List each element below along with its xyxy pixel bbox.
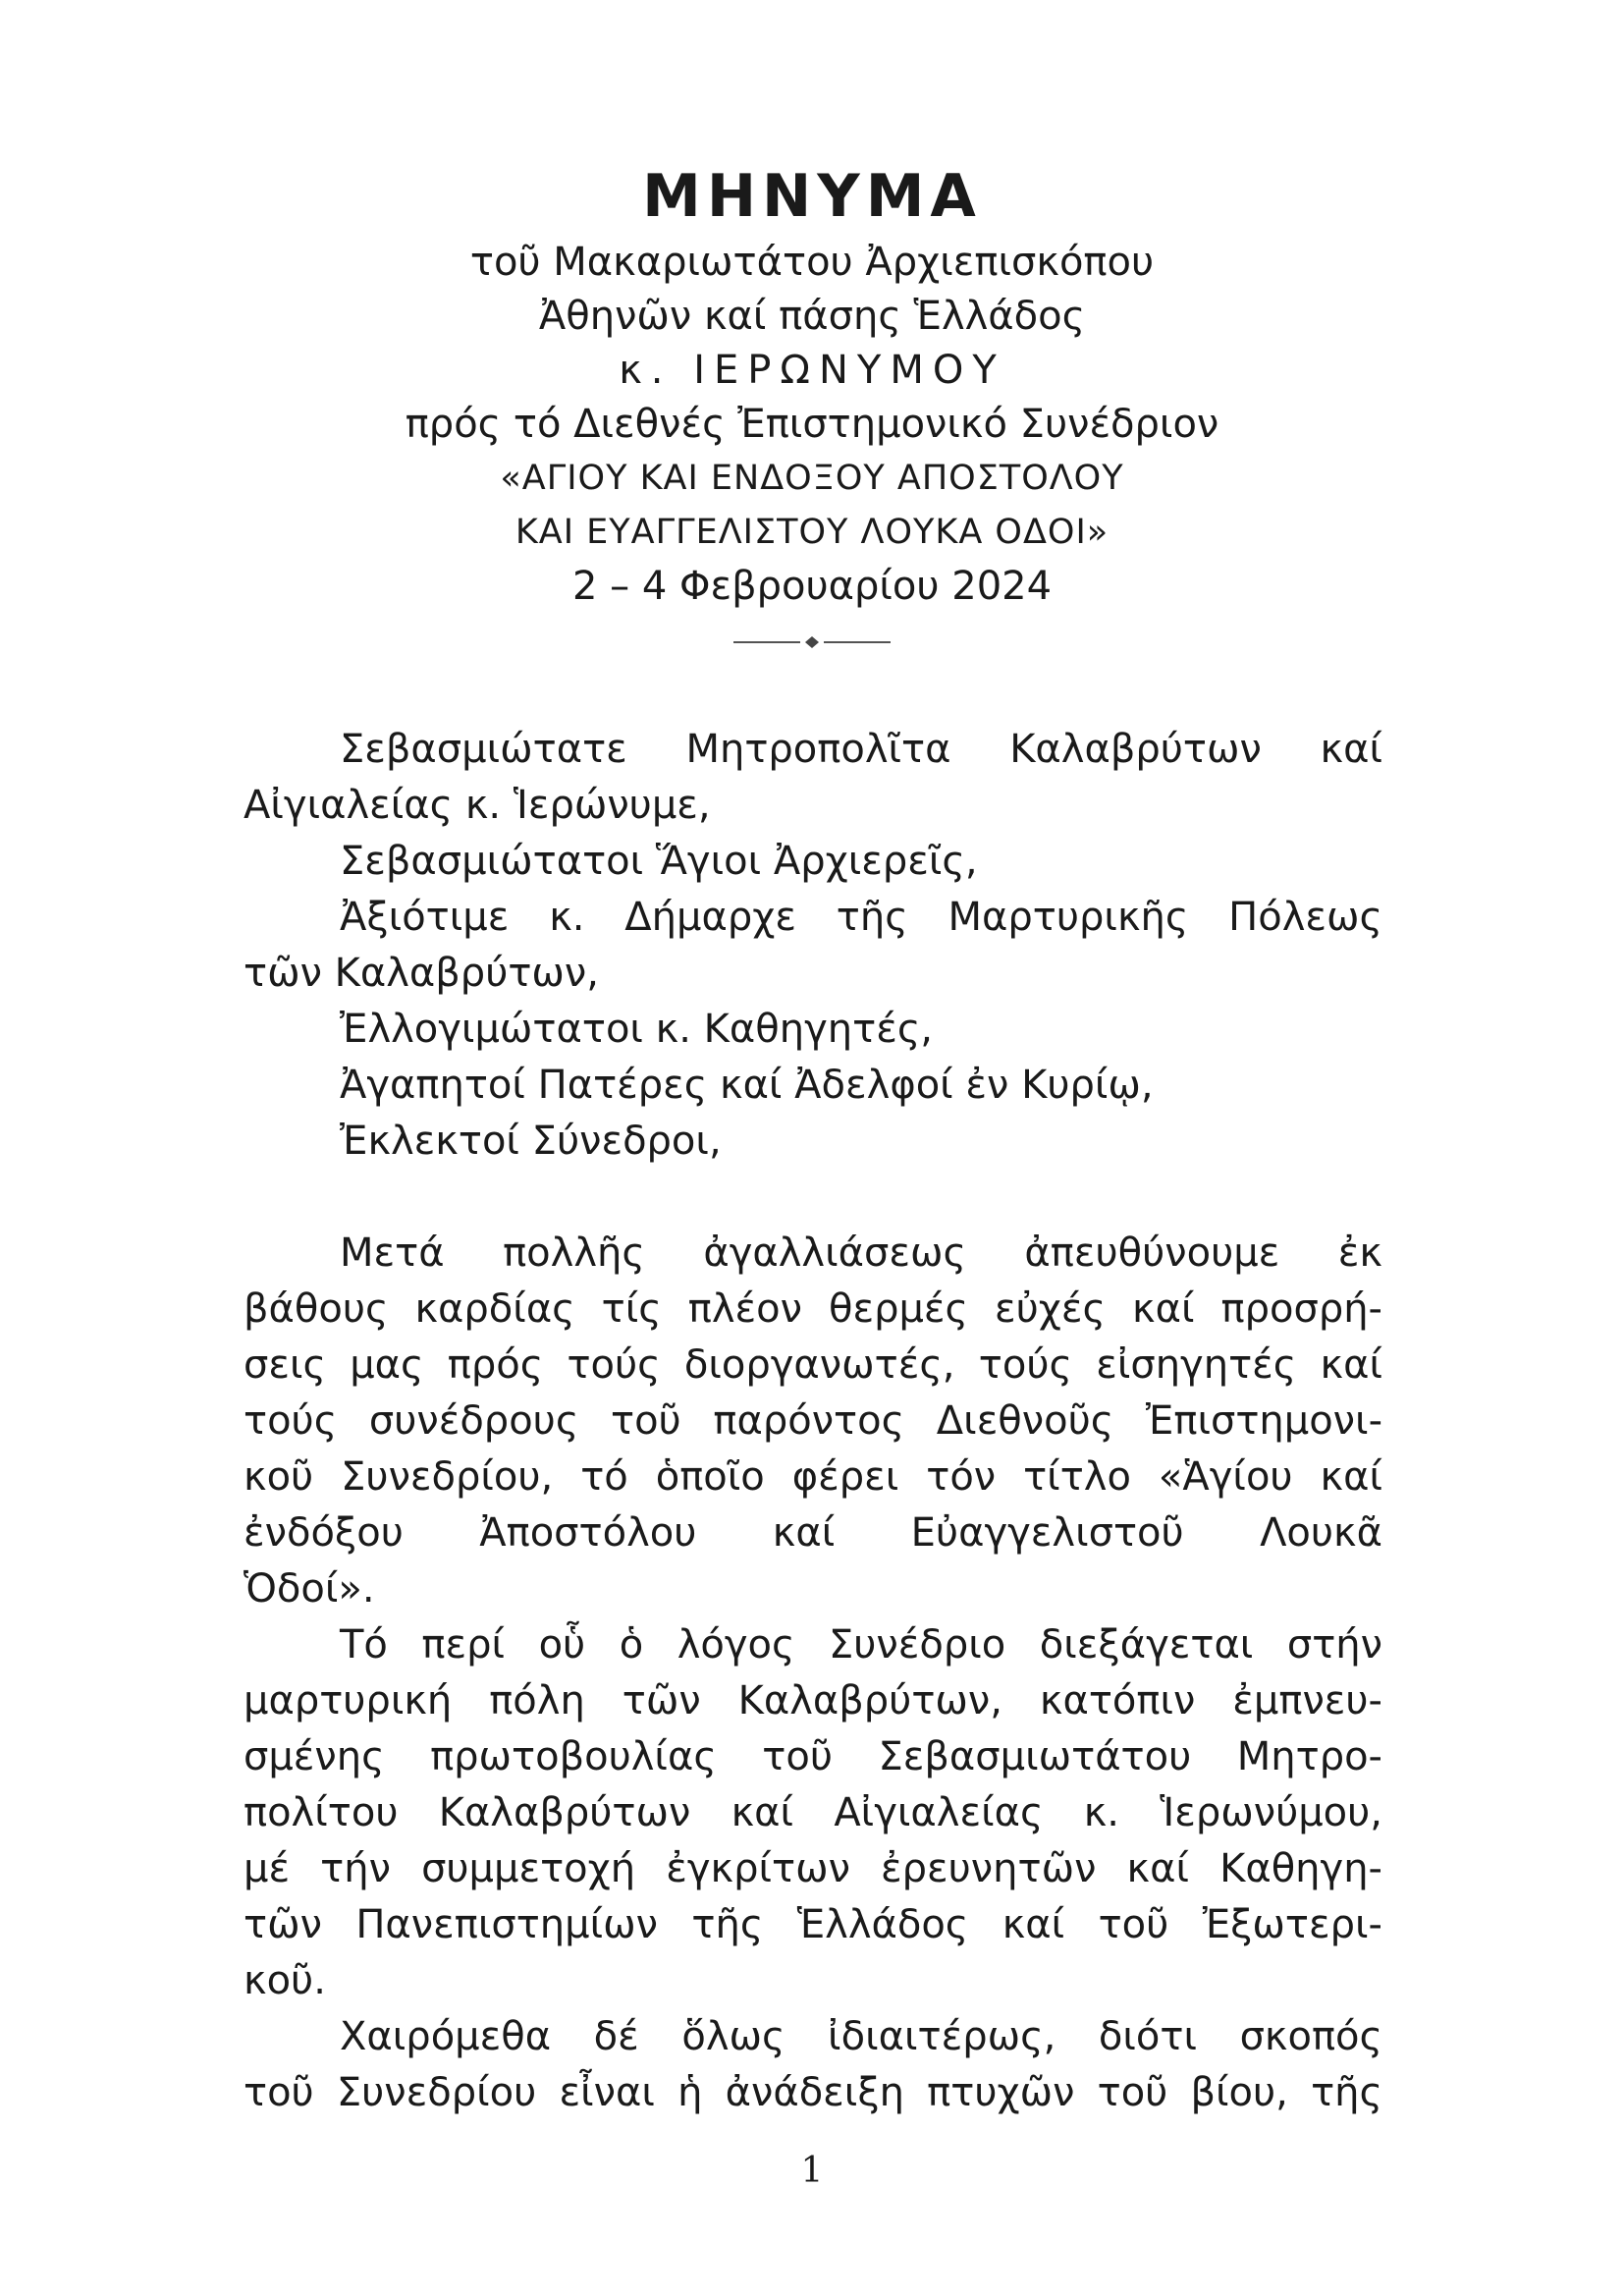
paragraph-2-line: πολίτου Καλαβρύτων καί Αἰγιαλείας κ. Ἱερωνύμου,	[244, 1790, 1382, 1835]
salutation-line: Σεβασμιώτατε Μητροπολῖτα Καλαβρύτων καί	[340, 727, 1382, 772]
page-number: 1	[800, 2151, 824, 2191]
paragraph-2-line: τῶν Πανεπιστημίων τῆς Ἑλλάδος καί τοῦ Ἐξωτερι-	[244, 1902, 1382, 1947]
paragraph-1-line: Μετά πολλῆς ἀγαλλιάσεως ἀπευθύνουμε ἐκ	[340, 1230, 1382, 1276]
salutation-line: Ἐλλογιμώτατοι κ. Καθηγητές,	[340, 1007, 934, 1052]
document-header	[0, 157, 1624, 653]
paragraph-1-line: τούς συνέδρους τοῦ παρόντος Διεθνοῦς Ἐπιστημονι-	[244, 1398, 1382, 1444]
paragraph-2-line: σμένης πρωτοβουλίας τοῦ Σεβασμιωτάτου Μητρο-	[244, 1734, 1382, 1779]
header-line-conference-title-1: «ΑΓΙΟΥ ΚΑΙ ΕΝΔΟΞΟΥ ΑΠΟΣΤΟΛΟΥ	[500, 459, 1124, 498]
blank-line	[244, 1170, 1382, 1226]
header-line-date: 2 – 4 Φεβρουαρίου 2024	[571, 564, 1053, 609]
header-line-conference-title-2: ΚΑΙ ΕΥΑΓΓΕΛΙΣΤΟΥ ΛΟΥΚΑ ΟΔΟΙ»	[514, 513, 1110, 552]
paragraph-1-line: Ὁδοί».	[244, 1566, 375, 1612]
document-title: ΜΗΝΥΜΑ	[642, 162, 982, 231]
salutation-line: Σεβασμιώτατοι Ἅγιοι Ἀρχιερεῖς,	[340, 839, 978, 884]
salutation-line: Ἀξιότιμε κ. Δήμαρχε τῆς Μαρτυρικῆς Πόλεως	[340, 895, 1382, 940]
salutation-line: Αἰγιαλείας κ. Ἱερώνυμε,	[244, 783, 711, 828]
paragraph-3-line: Χαιρόμεθα δέ ὅλως ἰδιαιτέρως, διότι σκοπός	[340, 2014, 1382, 2059]
paragraph-3-line: τοῦ Συνεδρίου εἶναι ἡ ἀνάδειξη πτυχῶν τοῦ βίου, τῆς	[244, 2070, 1382, 2115]
salutation-line: τῶν Καλαβρύτων,	[244, 951, 599, 996]
header-line-see: Ἀθηνῶν καί πάσης Ἑλλάδος	[538, 294, 1086, 339]
paragraph-2-line: κοῦ.	[244, 1958, 326, 2003]
paragraph-2-line: μαρτυρική πόλη τῶν Καλαβρύτων, κατόπιν ἐμπνευ-	[244, 1678, 1382, 1723]
salutation-line: Ἐκλεκτοί Σύνεδροι,	[340, 1119, 722, 1164]
paragraph-1-line: βάθους καρδίας τίς πλέον θερμές εὐχές καί προσρή-	[244, 1286, 1382, 1332]
header-line-sender: τοῦ Μακαριωτάτου Ἀρχιεπισκόπου	[469, 240, 1155, 285]
paragraph-1-line: κοῦ Συνεδρίου, τό ὁποῖο φέρει τόν τίτλο «Ἁγίου καί	[244, 1454, 1382, 1500]
paragraph-2-line: μέ τήν συμμετοχή ἐγκρίτων ἐρευνητῶν καί Καθηγη-	[244, 1846, 1382, 1891]
salutation-line: Ἀγαπητοί Πατέρες καί Ἀδελφοί ἐν Κυρίῳ,	[340, 1063, 1154, 1108]
paragraph-1-line: ἐνδόξου Ἀποστόλου καί Εὐαγγελιστοῦ Λουκᾶ	[244, 1510, 1382, 1556]
paragraph-1-line: σεις μας πρός τούς διοργανωτές, τούς εἰσηγητές καί	[244, 1342, 1382, 1388]
document-body	[244, 722, 1382, 2121]
ornament-divider	[733, 635, 891, 649]
paragraph-2-line: Τό περί οὗ ὁ λόγος Συνέδριο διεξάγεται στήν	[340, 1622, 1382, 1667]
header-line-recipient: πρός τό Διεθνές Ἐπιστημονικό Συνέδριον	[405, 402, 1219, 447]
header-line-name: κ. ΙΕΡΩΝΥΜΟΥ	[619, 348, 1005, 393]
